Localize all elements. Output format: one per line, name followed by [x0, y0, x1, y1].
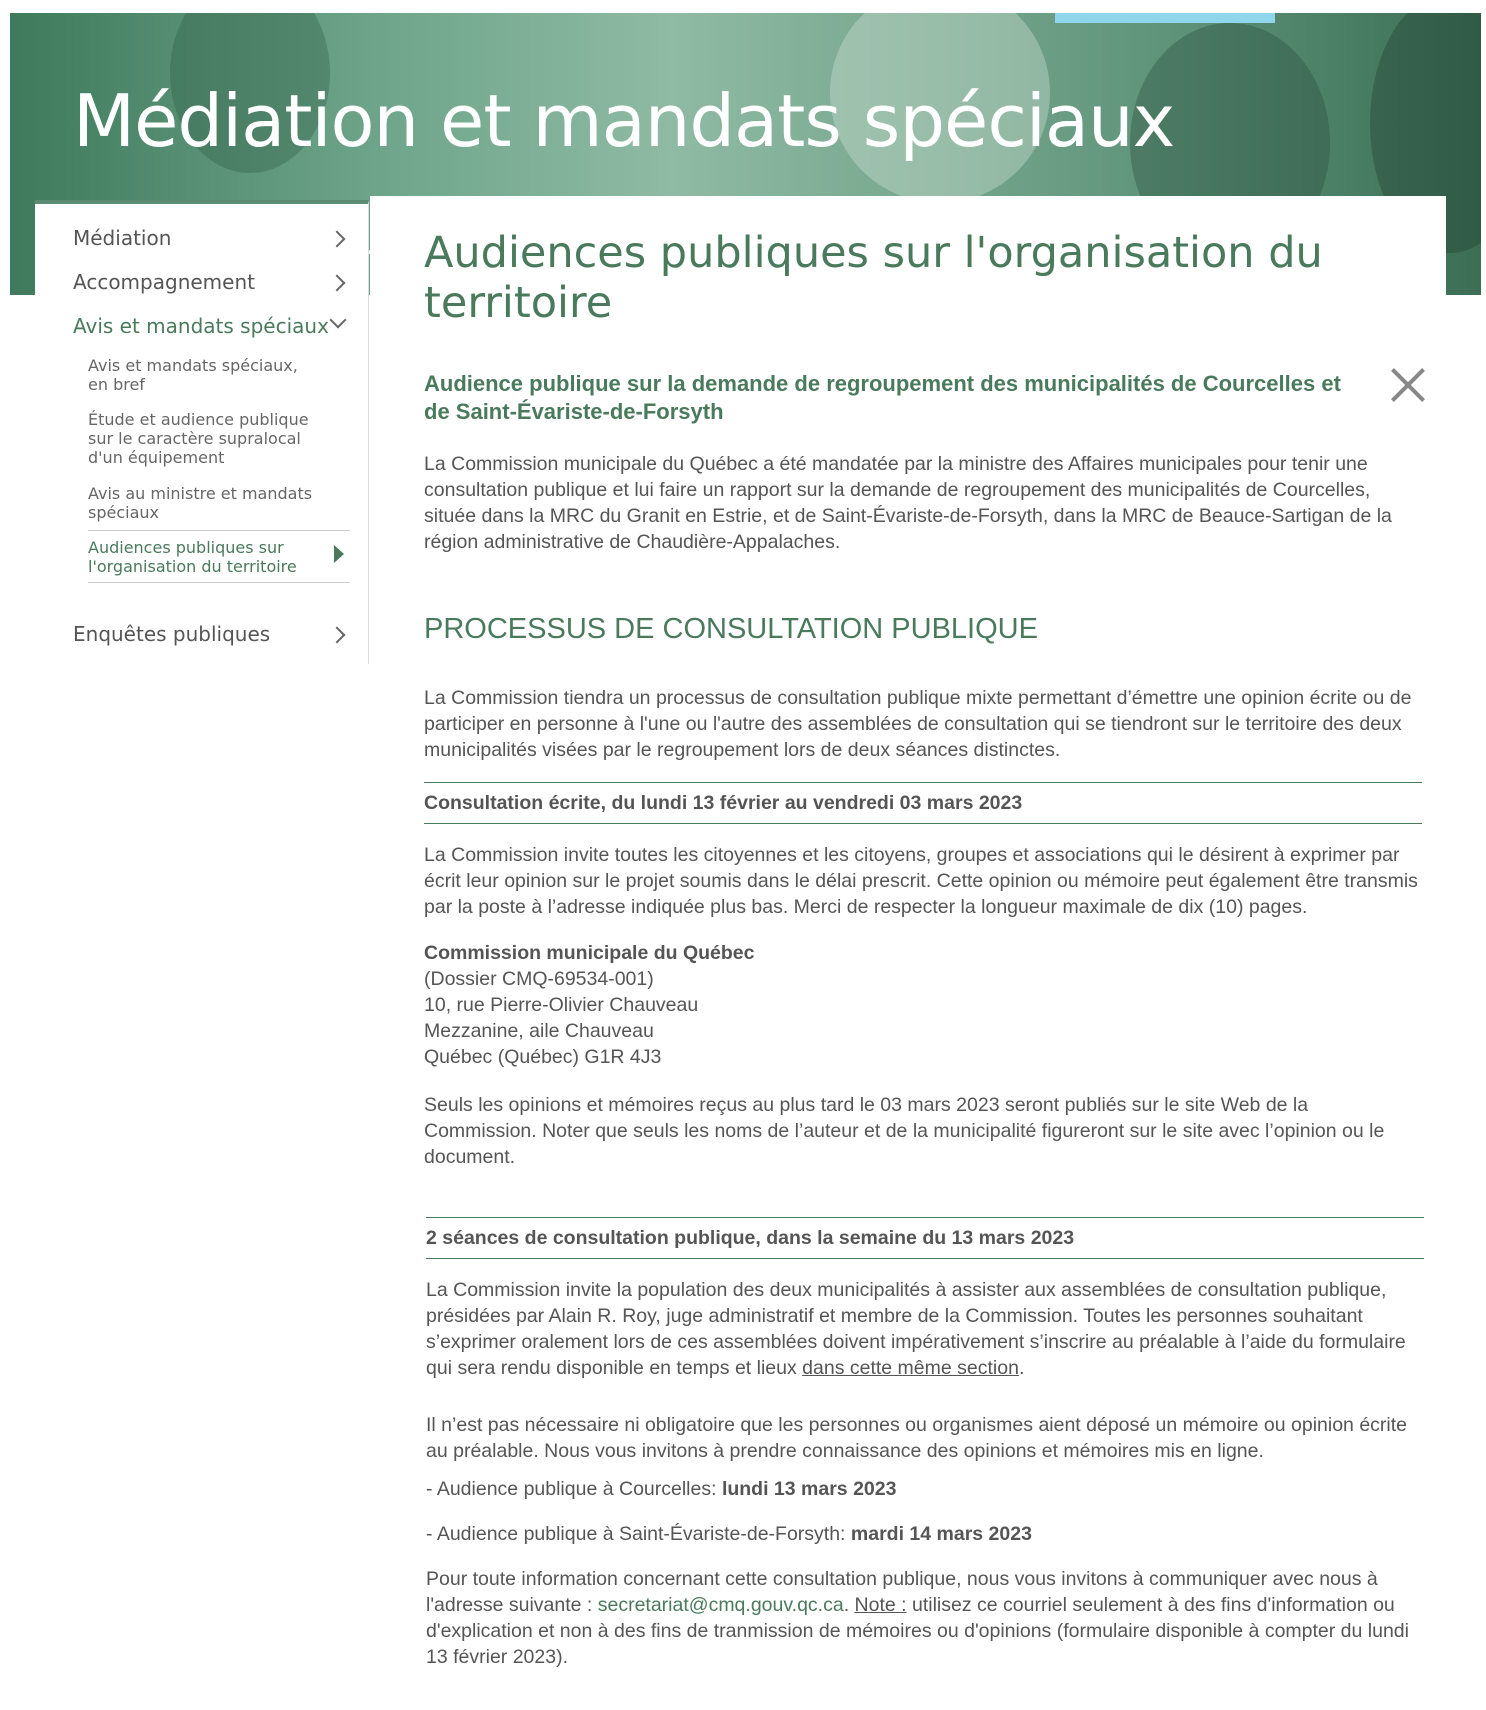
- sidebar-subitem-audiences[interactable]: Audiences publiques sur l'organisation du territoire: [88, 538, 297, 576]
- session-item-saint-evariste: [426, 1521, 1426, 1547]
- sidebar-item-avis-mandats[interactable]: Avis et mandats spéciaux: [73, 314, 329, 338]
- address-line: 10, rue Pierre-Olivier Chauveau: [424, 994, 699, 1016]
- section-heading: PROCESSUS DE CONSULTATION PUBLIQUE: [424, 613, 1038, 645]
- contact-text: Pour toute information concernant cette consultation publique, nous vous invitons à communiquer avec nous à l'adresse suivante :: [426, 1568, 1378, 1616]
- sessions-heading: 2 séances de consultation publique, dans la semaine du 13 mars 2023: [426, 1227, 1075, 1249]
- session-item-courcelles: [426, 1476, 1426, 1502]
- sessions-header: [426, 1217, 1424, 1259]
- intro-paragraph: La Commission municipale du Québec a été mandatée par la ministre des Affaires municipales pour tenir une consultation publique et lui faire un rapport sur la demande de regroupement des municipalités de Courcelles, située dans la MRC du Granit en Estrie, et de Saint-Évariste-de-Forsyth, dans la MRC de Beauce-Sartigan de la région administrative de Chaudière-Appalaches.: [424, 453, 1392, 553]
- sidebar-item-enquetes[interactable]: Enquêtes publiques: [73, 622, 271, 646]
- sidebar-subitem-supralocal[interactable]: Étude et audience publique sur le caractère supralocal d'un équipement: [88, 410, 309, 467]
- sidebar-nav: [35, 200, 369, 664]
- sidebar-subitem-en-bref[interactable]: Avis et mandats spéciaux, en bref: [88, 356, 298, 394]
- panel-corner: [367, 196, 409, 254]
- session-label: - Audience publique à Courcelles:: [426, 1478, 722, 1500]
- divider: [88, 582, 350, 583]
- sessions-body: [426, 1277, 1426, 1381]
- written-consultation-body: La Commission invite toutes les citoyennes et les citoyens, groupes et associations qui le désirent à exprimer par écrit leur opinion sur le projet soumis dans le délai prescrit. Cette opinion ou mémoire peut également être transmis par la poste à l’adresse indiquée plus bas. Merci de respecter la longueur maximale de dix (10) pages.: [424, 844, 1418, 918]
- address-line: Québec (Québec) G1R 4J3: [424, 1046, 662, 1068]
- section-intro: La Commission tiendra un processus de consultation publique mixte permettant d’émettre une opinion écrite ou de participer en personne à l'une ou l'autre des assemblées de consultation qui se tiendront sur le territoire des deux municipalités visées par le regroupement lors de deux séances distinctes.: [424, 687, 1412, 761]
- contact-text: .: [843, 1594, 855, 1616]
- publication-note: Seuls les opinions et mémoires reçus au plus tard le 03 mars 2023 seront publiés sur le site Web de la Commission. Noter que seuls les noms de l’auteur et de la municipalité figureront sur le site avec l’opinion ou le document.: [424, 1094, 1385, 1168]
- sessions-body-end: .: [1018, 1357, 1025, 1379]
- address-line: (Dossier CMQ-69534-001): [424, 968, 654, 990]
- close-icon[interactable]: [1390, 367, 1426, 403]
- section-subtitle: Audience publique sur la demande de regroupement des municipalités de Courcelles et de Saint-Évariste-de-Forsyth: [424, 371, 1341, 424]
- session-label: - Audience publique à Saint-Évariste-de-Forsyth:: [426, 1523, 851, 1545]
- address-line: Mezzanine, aile Chauveau: [424, 1020, 654, 1042]
- chevron-right-icon[interactable]: [329, 231, 346, 248]
- sidebar-subitem-avis-ministre[interactable]: Avis au ministre et mandats spéciaux: [88, 484, 313, 522]
- sidebar-item-mediation[interactable]: Médiation: [73, 226, 172, 250]
- contact-paragraph: [426, 1566, 1426, 1670]
- address-name: Commission municipale du Québec: [424, 942, 755, 964]
- mailing-address: [424, 940, 754, 1070]
- sidebar-item-accompagnement[interactable]: Accompagnement: [73, 270, 255, 294]
- page-title: Audiences publiques sur l'organisation du territoire: [424, 228, 1323, 328]
- session-date: mardi 14 mars 2023: [850, 1523, 1032, 1545]
- active-indicator-icon: [334, 545, 344, 563]
- divider: [88, 530, 350, 531]
- contact-text: utilisez ce courriel seulement à des fins d'information ou d'explication et non à des fins de tranmission de mémoires ou d'opinions (formulaire disponible à compter du lundi 13 février 2023).: [426, 1594, 1409, 1668]
- section-link[interactable]: dans cette même section: [802, 1357, 1019, 1379]
- hero-accent-bar: [1055, 13, 1275, 23]
- hero-title: Médiation et mandats spéciaux: [73, 79, 1175, 163]
- chevron-down-icon[interactable]: [330, 312, 347, 329]
- chevron-right-icon[interactable]: [329, 275, 346, 292]
- written-consultation-heading: Consultation écrite, du lundi 13 février au vendredi 03 mars 2023: [424, 792, 1023, 814]
- sessions-body-text: La Commission invite la population des deux municipalités à assister aux assemblées de consultation publique, présidées par Alain R. Roy, juge administratif et membre de la Commission. Toutes les personnes souhaitant s’exprimer oralement lors de ces assemblées doivent impérativement s’inscrire au préalable à l’aide du formulaire qui sera rendu disponible en temps et lieux: [426, 1279, 1406, 1379]
- sessions-body-2: Il n’est pas nécessaire ni obligatoire que les personnes ou organismes aient déposé un mémoire ou opinion écrite au préalable. Nous vous invitons à prendre connaissance des opinions et mémoires mis en ligne.: [426, 1414, 1408, 1462]
- chevron-right-icon[interactable]: [329, 627, 346, 644]
- written-consultation-header: [424, 782, 1422, 824]
- email-link[interactable]: secretariat@cmq.gouv.qc.ca: [597, 1594, 844, 1616]
- note-label: Note :: [854, 1594, 907, 1616]
- session-date: lundi 13 mars 2023: [721, 1478, 897, 1500]
